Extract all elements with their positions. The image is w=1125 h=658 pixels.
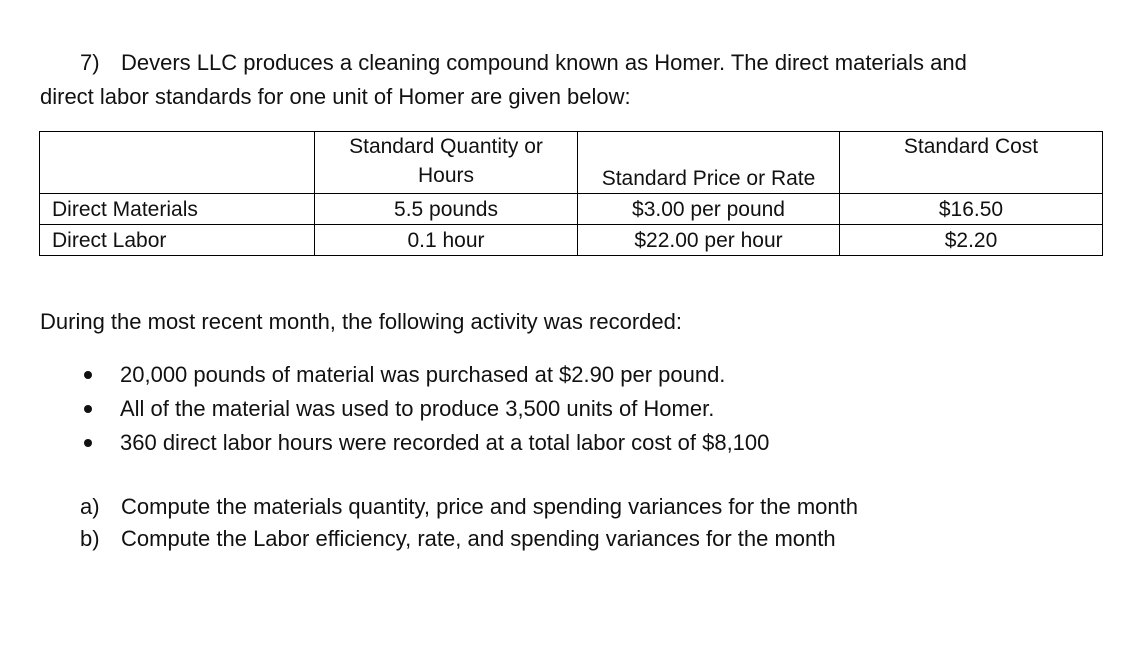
- header-quantity-line-2: Hours: [417, 164, 475, 187]
- row-price: $3.00 per pound: [578, 194, 840, 225]
- question-text-line-1: Devers LLC produces a cleaning compound known as Homer. The direct materials and: [121, 50, 967, 75]
- table-row: [40, 225, 1103, 256]
- task-label: a): [80, 494, 100, 519]
- question-text-line-2: direct labor standards for one unit of Homer are given below:: [40, 84, 631, 109]
- task-text: Compute the materials quantity, price and spending variances for the month: [121, 494, 858, 519]
- bullet-icon: [84, 405, 92, 413]
- row-label: Direct Materials: [40, 194, 315, 225]
- bullet-icon: [84, 439, 92, 447]
- row-quantity: 0.1 hour: [315, 225, 578, 256]
- activity-intro: During the most recent month, the following activity was recorded:: [40, 309, 682, 334]
- bullet-icon: [84, 371, 92, 379]
- question-number: 7): [80, 50, 100, 75]
- header-cost-cell: Standard Cost: [840, 132, 1103, 194]
- row-quantity: 5.5 pounds: [315, 194, 578, 225]
- bullet-text: 360 direct labor hours were recorded at a total labor cost of $8,100: [120, 430, 770, 455]
- row-cost: $16.50: [840, 194, 1103, 225]
- bullet-text: All of the material was used to produce 3,500 units of Homer.: [120, 396, 715, 421]
- row-label: Direct Labor: [40, 225, 315, 256]
- header-price-cell: Standard Price or Rate: [578, 132, 840, 194]
- header-quantity-cell: [315, 132, 578, 194]
- header-blank-cell: [40, 132, 315, 194]
- row-cost: $2.20: [840, 225, 1103, 256]
- bullet-text: 20,000 pounds of material was purchased at $2.90 per pound.: [120, 362, 726, 387]
- standards-table: [39, 131, 1103, 256]
- header-quantity-line-1: Standard Quantity or: [349, 135, 543, 158]
- table-header-row: [40, 132, 1103, 194]
- task-label: b): [80, 526, 100, 551]
- task-text: Compute the Labor efficiency, rate, and spending variances for the month: [121, 526, 836, 551]
- table-row: [40, 194, 1103, 225]
- row-price: $22.00 per hour: [578, 225, 840, 256]
